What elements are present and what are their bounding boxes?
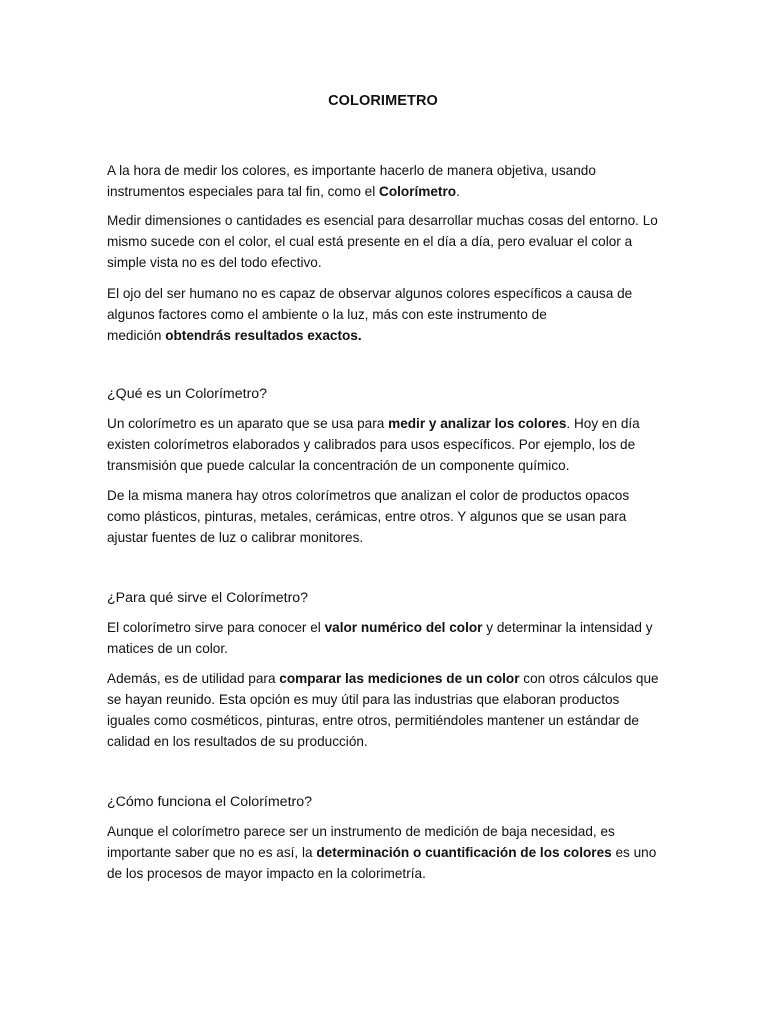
intro-paragraph-3 bbox=[107, 283, 667, 346]
text-run: medición bbox=[107, 328, 166, 343]
text-run: Un colorímetro es un aparato que se usa para bbox=[107, 416, 389, 431]
text-line: iguales como cosméticos, pinturas, entre otros, permitiéndoles mantener un estándar de bbox=[107, 713, 639, 728]
text-run: con otros cálculos que bbox=[519, 671, 659, 686]
section2-paragraph-1 bbox=[107, 617, 667, 659]
section-heading-para-que-sirve: ¿Para qué sirve el Colorímetro? bbox=[107, 590, 309, 606]
intro-paragraph-1 bbox=[107, 160, 667, 202]
text-line: simple vista no es del todo efectivo. bbox=[107, 255, 322, 270]
text-run: Además, es de utilidad para bbox=[107, 671, 280, 686]
bold-term: valor numérico del color bbox=[324, 620, 483, 635]
text-line bbox=[107, 181, 667, 202]
text-line: transmisión que puede calcular la concentración de un componente químico. bbox=[107, 458, 570, 473]
section-heading-como-funciona: ¿Cómo funciona el Colorímetro? bbox=[107, 794, 313, 810]
text-line: existen colorímetros elaborados y calibrados para usos específicos. Por ejemplo, los de bbox=[107, 437, 636, 452]
text-line bbox=[107, 617, 667, 638]
bold-term: medir y analizar los colores bbox=[388, 416, 567, 431]
section2-paragraph-2 bbox=[107, 668, 667, 752]
section1-paragraph-1 bbox=[107, 413, 667, 476]
bold-term: determinación o cuantificación de los colores bbox=[316, 845, 612, 860]
text-run: es uno bbox=[611, 845, 657, 860]
text-line: como plásticos, pinturas, metales, cerámicas, entre otros. Y algunos que se usan para bbox=[107, 509, 627, 524]
text-run: El colorímetro sirve para conocer el bbox=[107, 620, 325, 635]
text-line: se hayan reunido. Esta opción es muy útil para las industrias que elaboran productos bbox=[107, 692, 620, 707]
bold-term: Colorímetro bbox=[379, 184, 457, 199]
text-line: calidad en los resultados de su producción. bbox=[107, 734, 368, 749]
text-line: Aunque el colorímetro parece ser un instrumento de medición de baja necesidad, es bbox=[107, 824, 615, 839]
section1-paragraph-2 bbox=[107, 485, 667, 548]
text-line: ajustar fuentes de luz o calibrar monitores. bbox=[107, 530, 364, 545]
text-run: y determinar la intensidad y bbox=[482, 620, 653, 635]
bold-term: comparar las mediciones de un color bbox=[279, 671, 520, 686]
text-line: El ojo del ser humano no es capaz de observar algunos colores específicos a causa de bbox=[107, 286, 633, 301]
section3-paragraph-1 bbox=[107, 821, 667, 884]
text-line: algunos factores como el ambiente o la luz, más con este instrumento de bbox=[107, 307, 547, 322]
bold-term: obtendrás resultados exactos. bbox=[165, 328, 362, 343]
text-line: de los procesos de mayor impacto en la colorimetría. bbox=[107, 866, 426, 881]
text-run: instrumentos especiales para tal fin, como el bbox=[107, 184, 380, 199]
text-run: . Hoy en día bbox=[566, 416, 640, 431]
text-run: . bbox=[456, 184, 460, 199]
document-title: COLORIMETRO bbox=[328, 93, 438, 109]
text-line bbox=[107, 325, 667, 346]
section-heading-que-es: ¿Qué es un Colorímetro? bbox=[107, 386, 268, 402]
text-line bbox=[107, 413, 667, 434]
text-line bbox=[107, 842, 667, 863]
text-line: A la hora de medir los colores, es importante hacerlo de manera objetiva, usando bbox=[107, 163, 596, 178]
intro-paragraph-2 bbox=[107, 210, 667, 273]
text-run: importante saber que no es así, la bbox=[107, 845, 317, 860]
text-line: matices de un color. bbox=[107, 641, 228, 656]
text-line: mismo sucede con el color, el cual está presente en el día a día, pero evaluar el color a bbox=[107, 234, 633, 249]
text-line bbox=[107, 668, 667, 689]
text-line: De la misma manera hay otros colorímetros que analizan el color de productos opacos bbox=[107, 488, 630, 503]
text-line: Medir dimensiones o cantidades es esencial para desarrollar muchas cosas del entorno. Lo bbox=[107, 213, 658, 228]
